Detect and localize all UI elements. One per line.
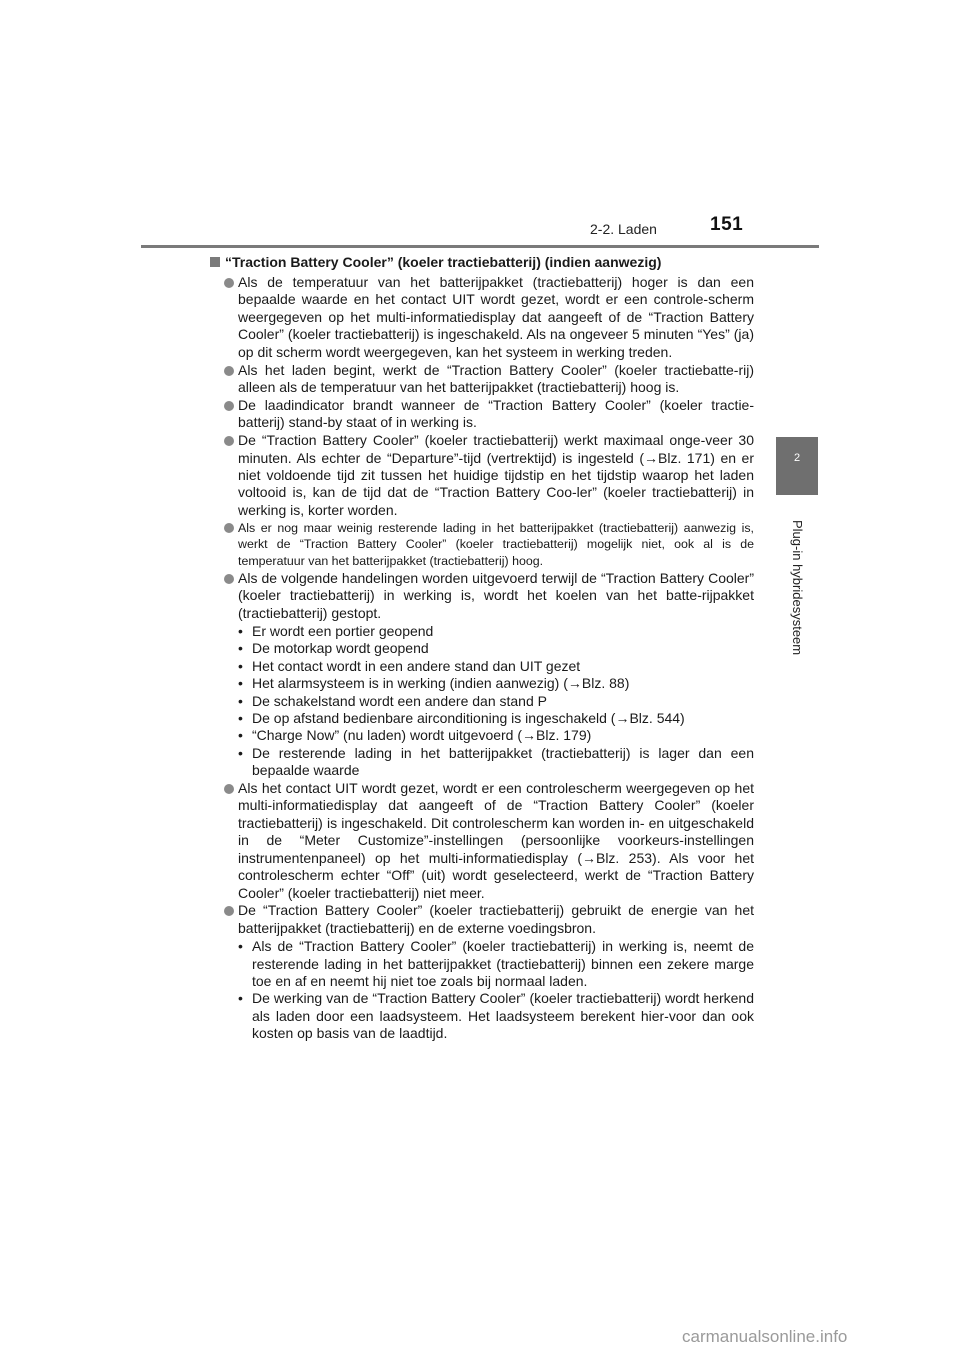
paragraph-4	[210, 432, 754, 519]
paragraph-7	[210, 780, 754, 902]
header-section-title: 2-2. Laden	[590, 221, 657, 237]
paragraph-text: De “Traction Battery Cooler” (koeler tractiebatterij) gebruikt de energie van het batterijpakket (tractiebatterij) en de externe voedingsbron.	[238, 902, 754, 936]
paragraph-text: Als er nog maar weinig resterende lading in het batterijpakket (tractiebatterij) aanwezig is, werkt de “Traction Battery Cooler” (koeler tractiebatterij) mogelijk niet, ook al is de temperatuur van het batterijpakket (tractiebatterij) hoog.	[238, 520, 754, 568]
paragraph-text: De laadindicator brandt wanneer de “Traction Battery Cooler” (koeler tractie-batterij) stand-by staat of in werking is.	[238, 396, 754, 431]
chapter-tab	[776, 437, 818, 495]
paragraph-text: De “Traction Battery Cooler” (koeler tractiebatterij) werkt maximaal onge-veer 30 minuten. Als echter de “Departure”-tijd (vertrektijd) is ingesteld (→Blz. 171) en er niet voldoende tijd zit tussen het huidige tijdstip en het tijdstip waarop het laden voltooid is, kan de tijd dat de “Traction Battery Coo-ler” (koeler tractiebatterij) in werking is, korter worden.	[238, 432, 754, 518]
chapter-tab-number: 2	[793, 452, 801, 464]
list-item: • De op afstand bedienbare airconditioning is ingeschakeld (→Blz. 544)	[238, 710, 754, 727]
list-item: • Het alarmsysteem is in werking (indien aanwezig) (→Blz. 88)	[238, 675, 754, 692]
energy-notes-list	[238, 938, 754, 1042]
paragraph-3	[210, 397, 754, 432]
paragraph-5-note	[210, 520, 754, 570]
list-item: • Als de “Traction Battery Cooler” (koeler tractiebatterij) in werking is, neemt de resterende lading in het batterijpakket (tractiebatterij) binnen een zekere marge toe en af en neemt hij niet toe zoals bij normaal laden.	[238, 938, 754, 990]
paragraph-1	[210, 274, 754, 361]
circle-bullet-icon	[224, 784, 234, 794]
paragraph-text: Als de temperatuur van het batterijpakket (tractiebatterij) hoger is dan een bepaalde waarde en het contact UIT wordt gezet, wordt er een controle-scherm weergegeven op het multi-informatiedisplay dat aangeeft of de “Traction Battery Cooler” (koeler tractiebatterij) is ingeschakeld. Als na ongeveer 5 minuten “Yes” (ja) op dit scherm wordt weergegeven, kan het systeem in werking treden.	[238, 274, 754, 360]
list-item: • De werking van de “Traction Battery Cooler” (koeler tractiebatterij) wordt herkend als laden door een laadsysteem. Het laadsysteem berekent hier-voor dan ook kosten op basis van de laadtijd.	[238, 990, 754, 1042]
paragraph-text: Als de volgende handelingen worden uitgevoerd terwijl de “Traction Battery Cooler” (koeler tractiebatterij) in werking is, wordt het koelen van het batte-rijpakket (tractiebatterij) gestopt.	[238, 569, 754, 621]
circle-bullet-icon	[224, 436, 234, 446]
section-heading-text: “Traction Battery Cooler” (koeler tractiebatterij) (indien aanwezig)	[225, 254, 662, 270]
list-item: • De resterende lading in het batterijpakket (tractiebatterij) is lager dan een bepaalde waarde	[238, 745, 754, 780]
watermark: carmanualsonline.info	[682, 1327, 848, 1346]
circle-bullet-icon	[224, 366, 234, 376]
circle-bullet-icon	[224, 906, 234, 916]
paragraph-text: Als het contact UIT wordt gezet, wordt er een controlescherm weergegeven op het multi-informatiedisplay dat aangeeft of de “Traction Battery Cooler” (koeler tractiebatterij) is ingeschakeld. Dit controlescherm kan worden in- en uitgeschakeld in de “Meter Customize”-instellingen (persoonlijke voorkeurs-instellingen instrumentenpaneel) op het multi-informatiedisplay (→Blz. 253). Als voor het controlescherm echter “Off” (uit) wordt geselecteerd, werkt de “Traction Battery Cooler” (koeler tractiebatterij) niet meer.	[238, 780, 754, 901]
section-heading	[210, 253, 754, 272]
circle-bullet-icon	[224, 278, 234, 288]
circle-bullet-icon	[224, 523, 234, 533]
page-content	[210, 253, 754, 1043]
chapter-label: Plug-in hybridesysteem	[790, 520, 805, 656]
stop-conditions-list	[238, 623, 754, 780]
list-item: • Er wordt een portier geopend	[238, 623, 754, 640]
circle-bullet-icon	[224, 574, 234, 584]
list-item: • “Charge Now” (nu laden) wordt uitgevoerd (→Blz. 179)	[238, 727, 754, 744]
square-bullet-icon	[210, 257, 220, 267]
list-item: • De schakelstand wordt een andere dan stand P	[238, 693, 754, 710]
paragraph-6	[210, 570, 754, 780]
paragraph-2	[210, 362, 754, 397]
header-rule	[141, 245, 819, 248]
paragraph-text: Als het laden begint, werkt de “Traction Battery Cooler” (koeler tractiebatte-rij) alleen als de temperatuur van het batterijpakket (tractiebatterij) hoog is.	[238, 361, 754, 395]
paragraph-8	[210, 902, 754, 1042]
page-number: 151	[710, 214, 744, 235]
circle-bullet-icon	[224, 401, 234, 411]
list-item: • Het contact wordt in een andere stand dan UIT gezet	[238, 658, 754, 675]
list-item: • De motorkap wordt geopend	[238, 640, 754, 657]
